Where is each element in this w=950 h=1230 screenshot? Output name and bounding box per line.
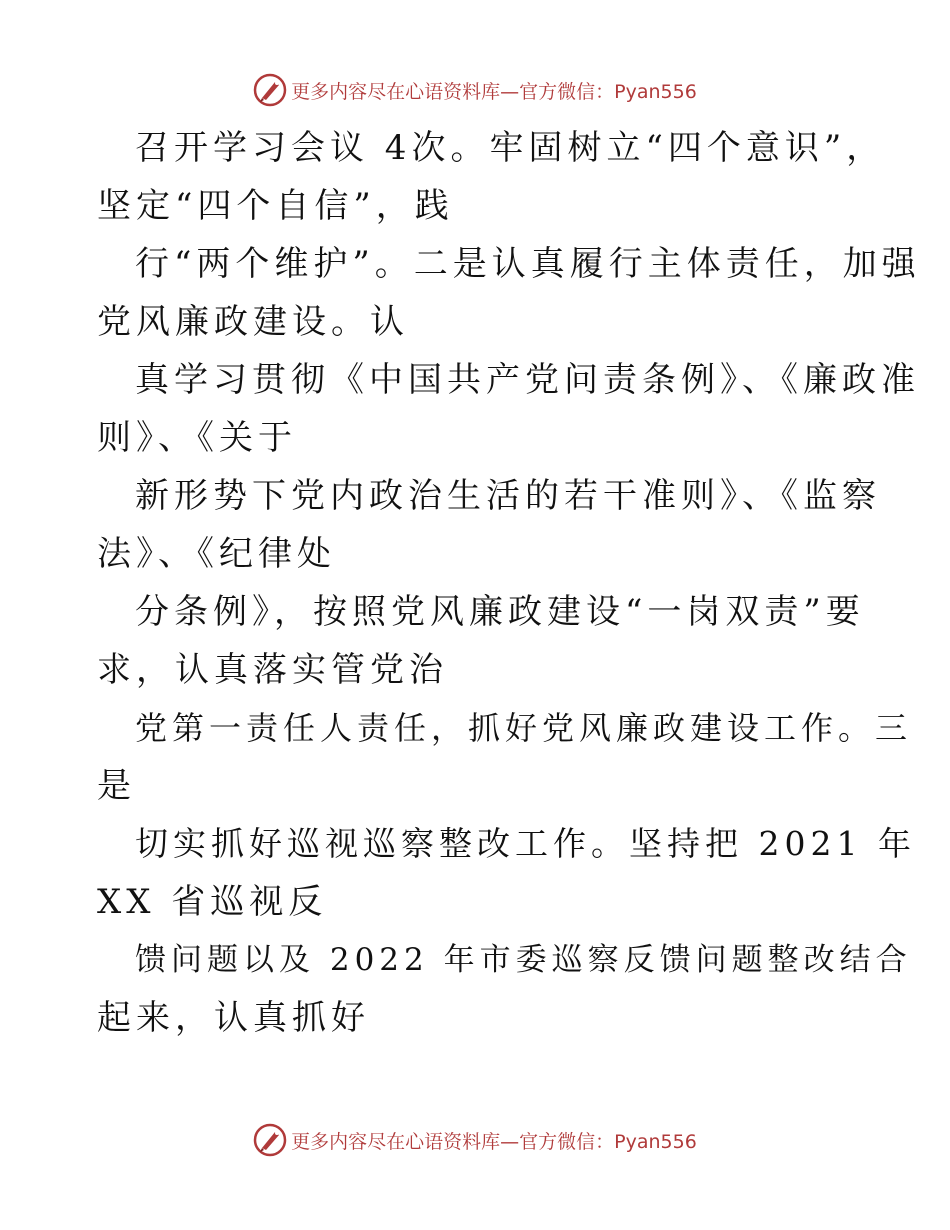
footer-banner-text: 更多内容尽在心语资料库—官方微信：Pyan556 (291, 1130, 697, 1153)
text-line: 真学习贯彻《中国共产党问责条例》、《廉政准 (135, 360, 920, 400)
text-line: 起来，认真抓好 (97, 998, 370, 1038)
text-line: 新形势下党内政治生活的若干准则》、《监察 (135, 476, 881, 516)
text-line: 行“两个维护”。二是认真履行主体责任，加强 (135, 244, 921, 284)
footer-banner (0, 1120, 950, 1160)
text-line: 法》、《纪律处 (97, 534, 336, 574)
text-line: 馈问题以及 2022 年市委巡察反馈问题整改结合 (135, 942, 912, 978)
pen-logo-icon (253, 1123, 287, 1157)
pen-logo-icon (253, 73, 287, 107)
text-line: 坚定“四个自信”，践 (97, 186, 454, 226)
text-line: 求，认真落实管党治 (97, 650, 448, 690)
text-line: 则》、《关于 (97, 418, 297, 458)
text-line: 党第一责任人责任，抓好党风廉政建设工作。三 (135, 709, 913, 747)
header-banner-text: 更多内容尽在心语资料库—官方微信：Pyan556 (291, 80, 697, 103)
text-line: 党风廉政建设。认 (97, 302, 409, 342)
text-line: 是 (97, 766, 136, 806)
text-line: 切实抓好巡视巡察整改工作。坚持把 2021 年 (135, 824, 916, 863)
text-line: XX 省巡视反 (97, 882, 328, 922)
header-banner (0, 70, 950, 110)
text-line: 召开学习会议 4次。牢固树立“四个意识”， (135, 128, 886, 168)
text-line: 分条例》，按照党风廉政建设“一岗双责”要 (135, 592, 865, 632)
